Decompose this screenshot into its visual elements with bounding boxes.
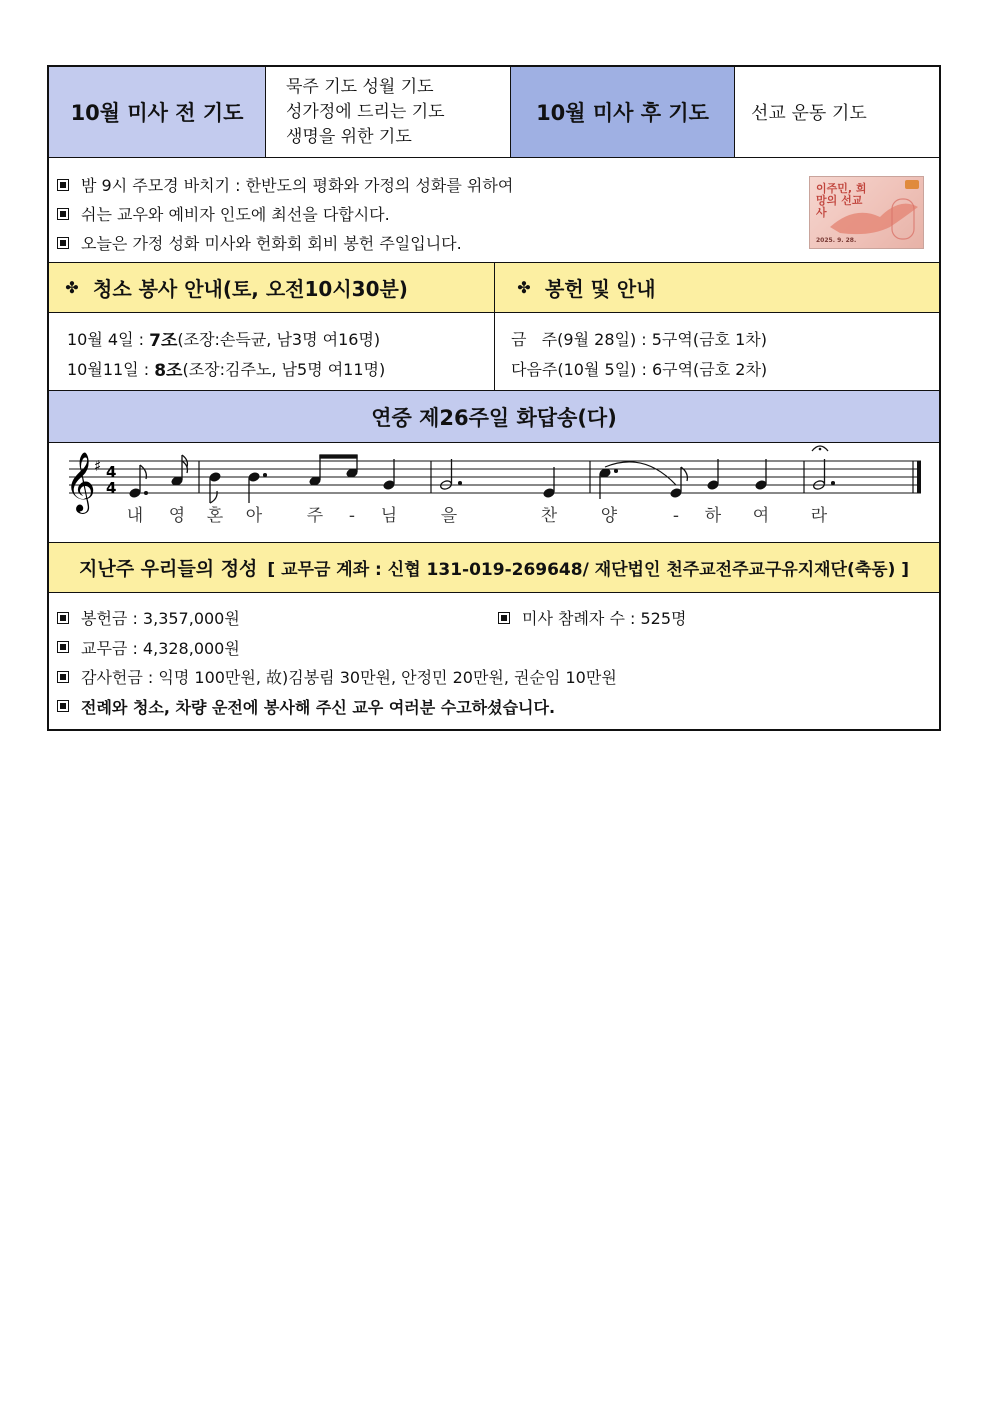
svg-text:하: 하 bbox=[704, 506, 722, 526]
clover-icon: ✤ bbox=[65, 278, 79, 297]
after-mass-prayer-label: 10월 미사 후 기도 bbox=[511, 67, 735, 157]
notice-item: 쉬는 교우와 예비자 인도에 최선을 다합시다. bbox=[57, 199, 513, 228]
prayer-item: 묵주 기도 성월 기도 bbox=[286, 76, 434, 97]
bulletin-sheet bbox=[47, 65, 941, 731]
checkbox-icon bbox=[57, 612, 69, 624]
svg-text:4: 4 bbox=[106, 463, 117, 481]
cleaning-row bbox=[49, 313, 939, 391]
music-staff bbox=[49, 443, 939, 543]
before-mass-prayer-list bbox=[266, 67, 511, 157]
account-info: [ 교무금 계좌 : 신협 131-019-269648/ 재단법인 천주교전주교구유지재단(축동) ] bbox=[267, 560, 910, 580]
svg-text:찬: 찬 bbox=[540, 506, 558, 526]
svg-text:-: - bbox=[672, 506, 680, 526]
checkbox-icon bbox=[57, 641, 69, 653]
offering-title: 지난주 우리들의 정성 bbox=[79, 558, 258, 580]
checkbox-icon bbox=[57, 208, 69, 220]
checkbox-icon bbox=[57, 237, 69, 249]
svg-text:-: - bbox=[348, 506, 356, 526]
offering-schedule-item: 다음주(10월 5일) : 6구역(금호 2차) bbox=[511, 359, 768, 379]
svg-text:여: 여 bbox=[752, 506, 770, 526]
svg-text:양: 양 bbox=[600, 506, 618, 526]
svg-text:아: 아 bbox=[245, 506, 263, 526]
svg-text:라: 라 bbox=[810, 506, 828, 526]
psalm-lyrics bbox=[127, 505, 828, 526]
poster-date: 2025. 9. 28. bbox=[816, 237, 857, 244]
svg-text:주: 주 bbox=[306, 506, 324, 526]
music-score bbox=[49, 443, 939, 543]
prayer-item: 성가정에 드리는 기도 bbox=[286, 101, 445, 122]
treble-clef-icon: 𝄞 bbox=[65, 452, 96, 512]
svg-text:♯: ♯ bbox=[94, 457, 102, 475]
notice-section bbox=[49, 158, 939, 263]
poster-title: 이주민, 희망의 선교사 bbox=[816, 182, 867, 219]
before-mass-prayer-label: 10월 미사 전 기도 bbox=[49, 67, 266, 157]
checkbox-icon bbox=[57, 671, 69, 683]
svg-text:을: 을 bbox=[440, 506, 458, 526]
checkbox-icon bbox=[498, 612, 510, 624]
offering-schedule bbox=[495, 313, 939, 390]
offering-amount: 봉헌금 : 3,357,000원 bbox=[57, 606, 498, 629]
checkbox-icon bbox=[57, 179, 69, 191]
psalm-title: 연중 제26주일 화답송(다) bbox=[49, 391, 939, 443]
clover-icon: ✤ bbox=[517, 278, 531, 297]
offering-notice-title: ✤ 봉헌 및 안내 bbox=[495, 263, 939, 312]
svg-text:4: 4 bbox=[106, 479, 117, 497]
cleaning-title: ✤ 청소 봉사 안내(토, 오전10시30분) bbox=[49, 263, 495, 312]
closing-message: 전례와 청소, 차량 운전에 봉사해 주신 교우 여러분 수고하셨습니다. bbox=[57, 692, 939, 722]
notice-item: 오늘은 가정 성화 미사와 헌화회 회비 봉헌 주일입니다. bbox=[57, 228, 513, 257]
notice-list bbox=[49, 158, 513, 262]
thanks-offering: 감사헌금 : 익명 100만원, 故)김봉림 30만원, 안정민 20만원, 권순임 10만원 bbox=[57, 662, 939, 692]
svg-text:영: 영 bbox=[168, 506, 186, 526]
svg-text:혼: 혼 bbox=[206, 506, 224, 526]
svg-text:님: 님 bbox=[380, 506, 398, 526]
section-title-row bbox=[49, 263, 939, 313]
cleaning-item: 10월 4일 : 7조 (조장:손득균, 남3명 여16명) bbox=[67, 329, 381, 351]
tithe-amount: 교무금 : 4,328,000원 bbox=[57, 633, 939, 663]
prayer-item: 생명을 위한 기도 bbox=[286, 126, 412, 147]
after-mass-prayer-item: 선교 운동 기도 bbox=[751, 103, 867, 124]
offering-title-row bbox=[49, 543, 939, 593]
offering-schedule-item: 금 주(9월 28일) : 5구역(금호 1차) bbox=[511, 329, 767, 349]
cleaning-schedule bbox=[49, 313, 495, 390]
svg-text:내: 내 bbox=[126, 506, 144, 526]
attendance-count: 미사 참례자 수 : 525명 bbox=[498, 606, 939, 629]
prayer-row bbox=[49, 67, 939, 158]
notice-item: 밤 9시 주모경 바치기 : 한반도의 평화와 가정의 성화를 위하여 bbox=[57, 170, 513, 199]
checkbox-icon bbox=[57, 700, 69, 712]
offering-details bbox=[49, 593, 939, 729]
cleaning-item: 10월11일 : 8조 (조장:김주노, 남5명 여11명) bbox=[67, 359, 386, 381]
mission-poster-image bbox=[809, 176, 924, 249]
